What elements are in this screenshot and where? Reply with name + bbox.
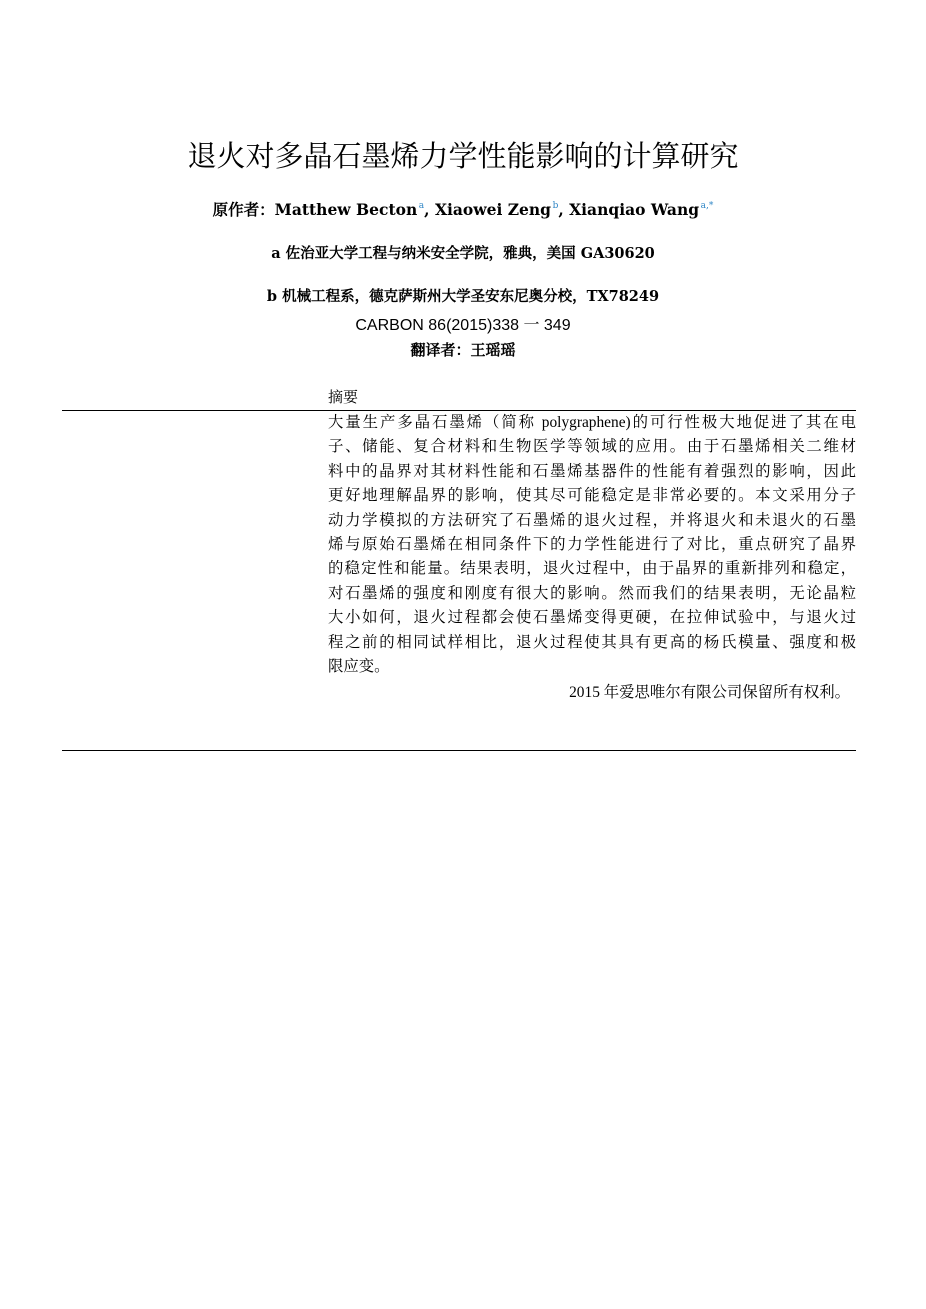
abstract-line: 大小如何，退火过程都会使石墨烯变得更硬，在拉伸试验中，与退火过 [328, 609, 856, 627]
journal-citation: CARBON 86(2015)338 一 349 [355, 317, 571, 334]
author-name: Xiaowei Zeng [434, 200, 552, 219]
copyright-notice: 2015 年爱思唯尔有限公司保留所有权利。 [569, 684, 850, 701]
author-name: Xianqiao Wang [569, 200, 700, 219]
abstract-line: 子、储能、复合材料和生物医学等领域的应用。由于石墨烯相关二维材 [328, 438, 856, 456]
abstract-line: 动力学模拟的方法研究了石墨烯的退火过程，并将退火和未退火的石墨 [328, 511, 856, 529]
author-separator: , [424, 200, 435, 219]
abstract-body [328, 411, 856, 679]
abstract-line: 对石墨烯的强度和刚度有很大的影响。然而我们的结果表明，无论晶粒 [328, 584, 856, 602]
abstract-heading: 摘要 [328, 388, 359, 406]
affiliation-a: a 佐治亚大学工程与纳米安全学院，雅典，美国 GA30620 [271, 245, 655, 262]
author-affiliation-mark[interactable]: a [418, 201, 425, 211]
abstract-line: 限应变。 [328, 658, 390, 676]
author-line [0, 198, 926, 222]
abstract-line: 的稳定性和能量。结果表明，退火过程中，由于晶界的重新排列和稳定， [328, 560, 856, 578]
abstract-line: 大量生产多晶石墨烯（简称 polygraphene)的可行性极大地促进了其在电 [328, 414, 856, 431]
author-separator: , [558, 200, 570, 219]
author-label: 原作者： [212, 200, 275, 219]
abstract-line: 程之前的相同试样相比，退火过程使其具有更高的杨氏模量、强度和极 [328, 633, 856, 651]
abstract-line: 烯与原始石墨烯在相同条件下的力学性能进行了对比，重点研究了晶界 [328, 536, 856, 554]
author-name: Matthew Becton [274, 200, 418, 219]
affiliation-b: b 机械工程系，德克萨斯州大学圣安东尼奥分校，TX78249 [266, 288, 660, 305]
author-affiliation-mark[interactable]: a,* [700, 201, 714, 211]
paper-title: 退火对多晶石墨烯力学性能影响的计算研究 [187, 139, 739, 173]
author-affiliation-mark[interactable]: b [552, 201, 559, 211]
abstract-bottom-rule [62, 750, 856, 751]
abstract-line: 料中的晶界对其材料性能和石墨烯基器件的性能有着强烈的影响，因此 [328, 462, 856, 480]
translator-line: 翻译者：王瑶瑶 [410, 341, 516, 359]
abstract-line: 更好地理解晶界的影响，使其尽可能稳定是非常必要的。本文采用分子 [328, 487, 856, 505]
